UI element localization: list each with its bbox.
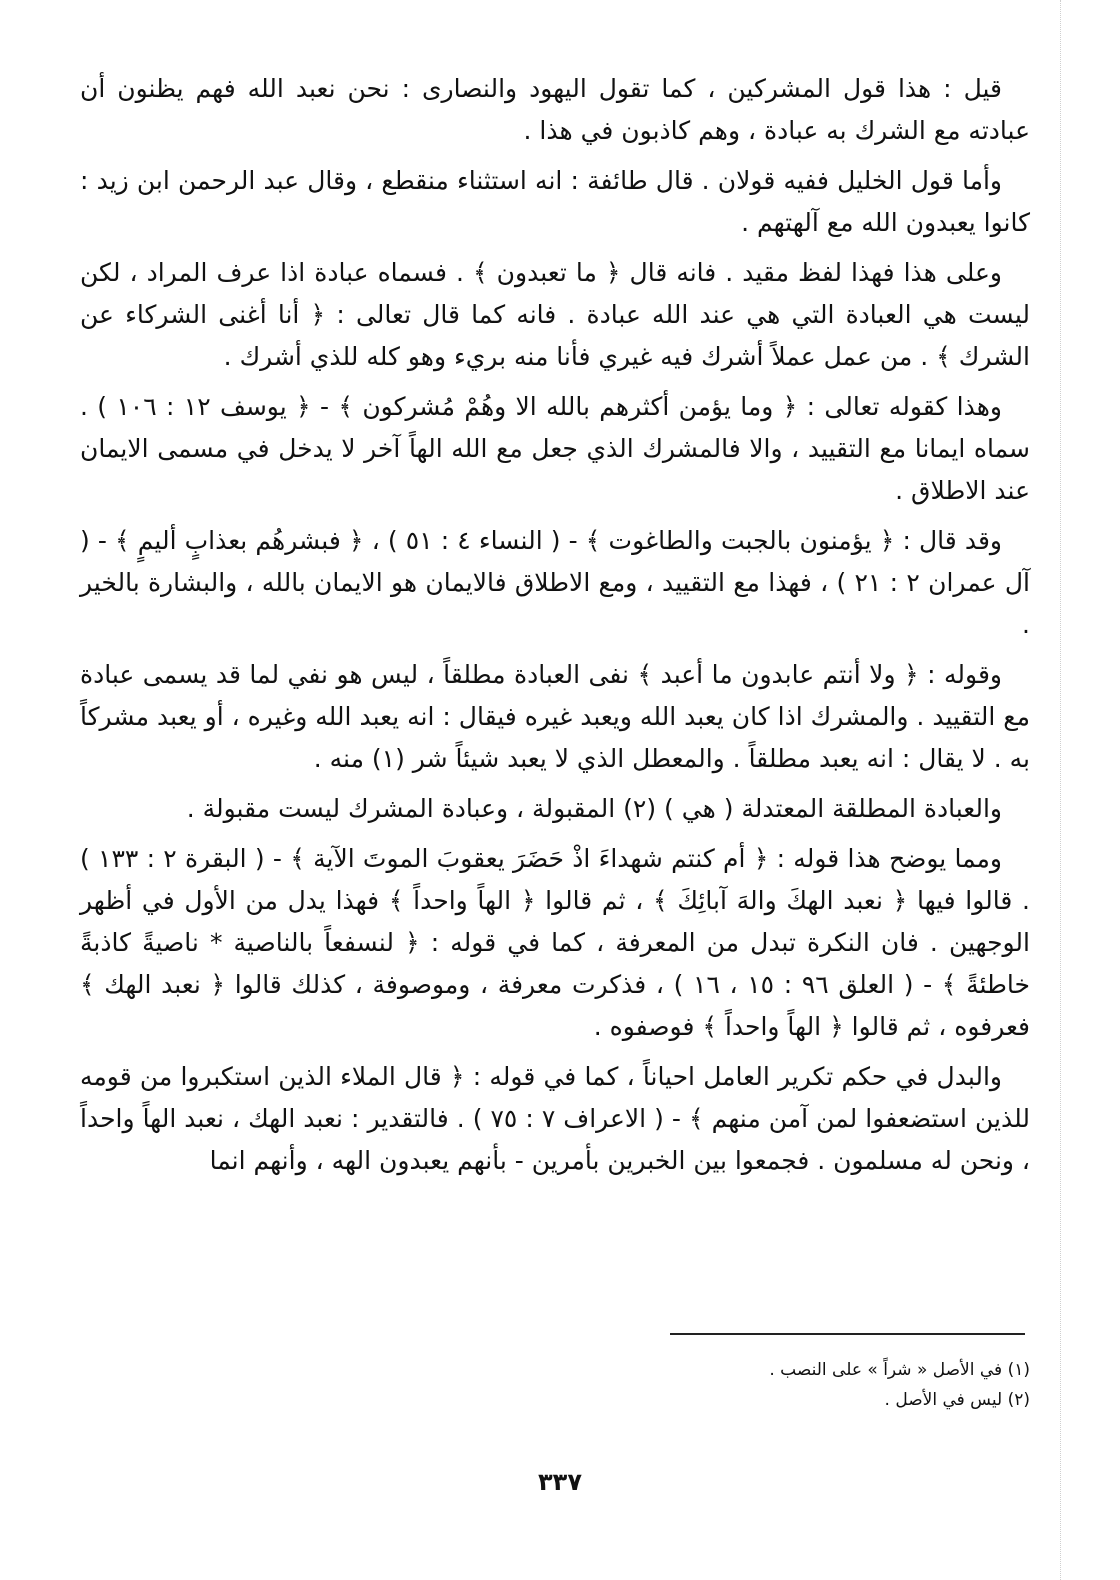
paragraph: قيل : هذا قول المشركين ، كما تقول اليهود والنصارى : نحن نعبد الله فهم يظنون أن عبادته مع الشرك به عبادة ، وهم كاذبون في هذا . xyxy=(80,74,1030,145)
paragraph: ومما يوضح هذا قوله : ﴿ أم كنتم شهداءَ اذْ حَضَرَ يعقوبَ الموتَ الآية ﴾ - ( البقرة ٢ : ١٣٣ ) . قالوا فيها ﴿ نعبد الهكَ والهَ آبائِكَ ﴾ ، ثم قالوا ﴿ الهاً واحداً ﴾ فهذا يدل من الأول في أظهر الوجهين . فان النكرة تبدل من المعرفة ، كما في قوله : ﴿ لنسفعاً بالناصية * ناصيةً كاذبةً خاطئةً ﴾ - ( العلق ٩٦ : ١٥ ، ١٦ ) ، فذكرت معرفة ، وموصوفة ، كذلك قالوا ﴿ نعبد الهك ﴾ فعرفوه ، ثم قالوا ﴿ الهاً واحداً ﴾ فوصفوه . xyxy=(80,844,1030,1041)
paragraph: وقد قال : ﴿ يؤمنون بالجبت والطاغوت ﴾ - ( النساء ٤ : ٥١ ) ، ﴿ فبشرهُم بعذابٍ أليمٍ ﴾ - ( آل عمران ٢ : ٢١ ) ، فهذا مع التقييد ، ومع الاطلاق فالايمان هو الايمان بالله ، والبشارة بالخير . xyxy=(80,526,1030,639)
paragraph: وهذا كقوله تعالى : ﴿ وما يؤمن أكثرهم بالله الا وهُمْ مُشركون ﴾ - ﴿ يوسف ١٢ : ١٠٦ ) . سماه ايمانا مع التقييد ، والا فالمشرك الذي جعل مع الله الهاً آخر لا يدخل في مسمى الايمان عند الاطلاق . xyxy=(80,392,1030,505)
paragraph: وأما قول الخليل ففيه قولان . قال طائفة : انه استثناء منقطع ، وقال عبد الرحمن ابن زيد : كانوا يعبدون الله مع آلهتهم . xyxy=(80,166,1030,237)
margin-fold-line xyxy=(1060,0,1061,1580)
footnote: (٢) ليس في الأصل . xyxy=(884,1390,1030,1410)
footnote: (١) في الأصل « شراً » على النصب . xyxy=(769,1360,1030,1380)
paragraph: وقوله : ﴿ ولا أنتم عابدون ما أعبد ﴾ نفى العبادة مطلقاً ، ليس هو نفي لما قد يسمى عبادة مع التقييد . والمشرك اذا كان يعبد الله ويعبد غيره فيقال : انه يعبد الله وغيره ، أو يعبد مشركاً به . لا يقال : انه يعبد مطلقاً . والمعطل الذي لا يعبد شيئاً شر (١) منه . xyxy=(80,660,1030,773)
paragraph: والعبادة المطلقة المعتدلة ( هي ) (٢) المقبولة ، وعبادة المشرك ليست مقبولة . xyxy=(186,794,1002,823)
footnotes xyxy=(200,1355,1030,1415)
page-number: ٣٣٧ xyxy=(538,1468,582,1496)
paragraph: والبدل في حكم تكرير العامل احياناً ، كما في قوله : ﴿ قال الملاء الذين استكبروا من قومه للذين استضعفوا لمن آمن منهم ﴾ - ( الاعراف ٧ : ٧٥ ) . فالتقدير : نعبد الهك ، نعبد الهاً واحداً ، ونحن له مسلمون . فجمعوا بين الخبرين بأمرين - بأنهم يعبدون الهه ، وأنهم انما xyxy=(80,1062,1030,1175)
main-text xyxy=(80,68,1030,1190)
paragraph: وعلى هذا فهذا لفظ مقيد . فانه قال ﴿ ما تعبدون ﴾ . فسماه عبادة اذا عرف المراد ، لكن ليست هي العبادة التي هي عند الله عبادة . فانه كما قال تعالى : ﴿ أنا أغنى الشركاء عن الشرك ﴾ . من عمل عملاً أشرك فيه غيري فأنا منه بريء وهو كله للذي أشرك . xyxy=(80,258,1030,371)
footnote-separator xyxy=(670,1333,1025,1335)
